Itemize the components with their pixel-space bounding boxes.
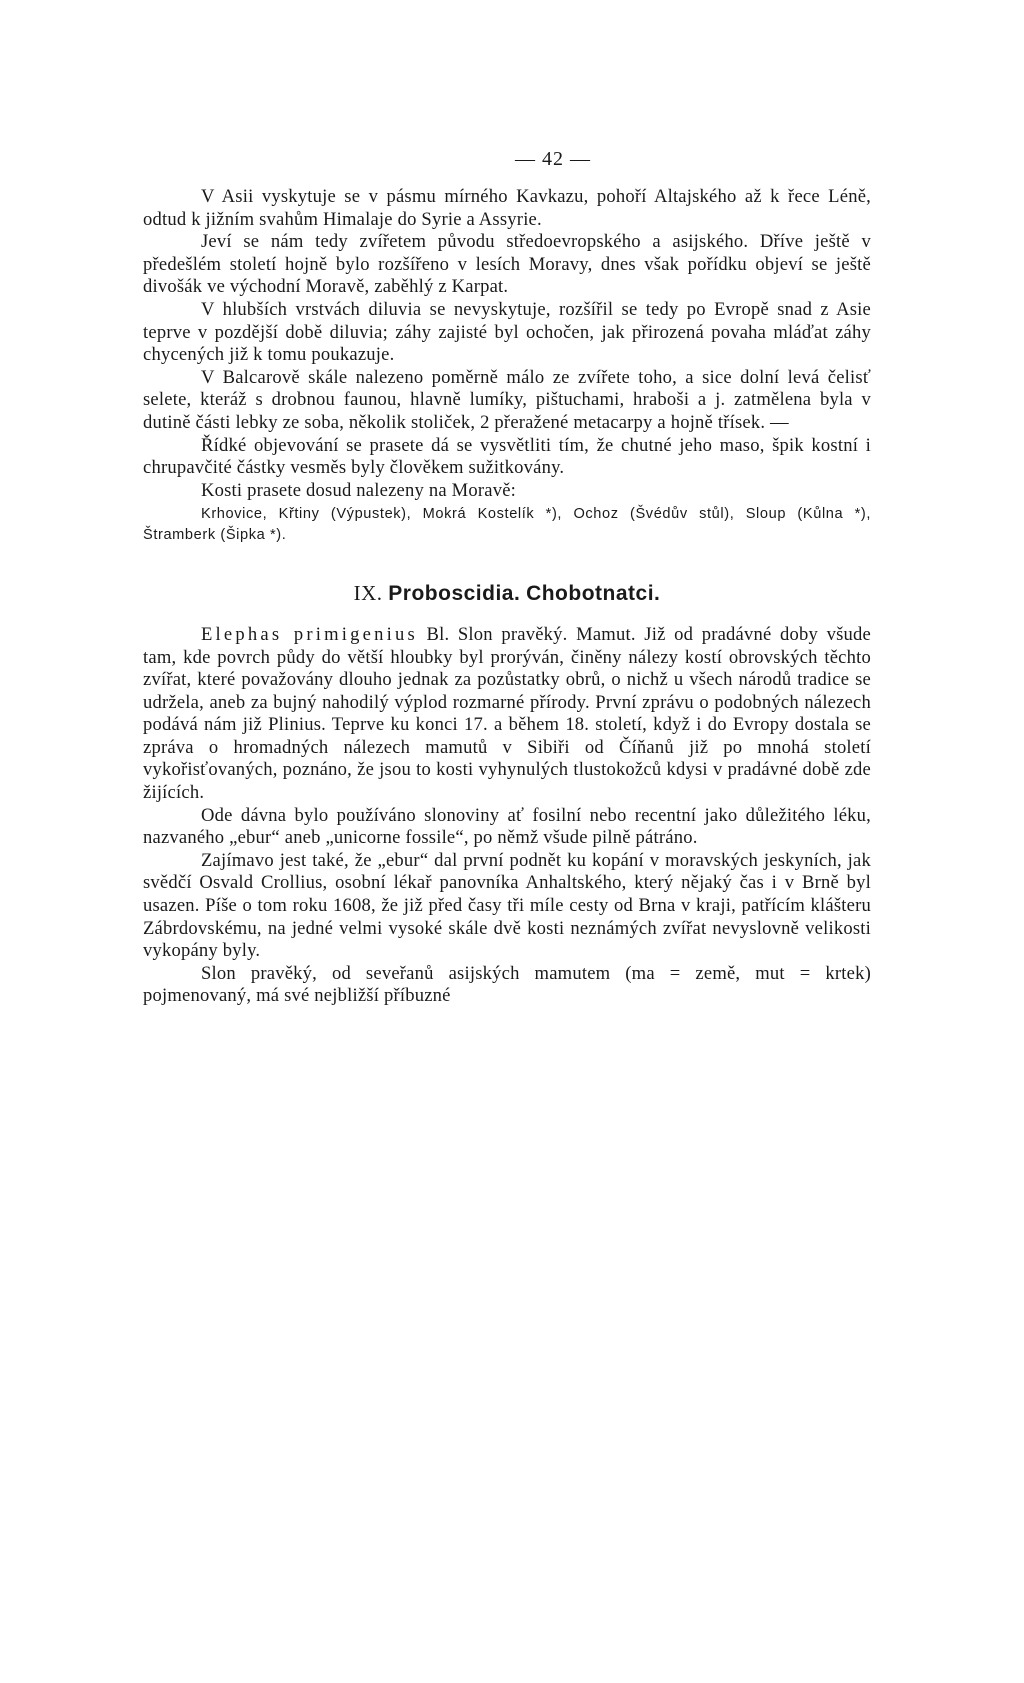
species-name: Elephas primigenius: [201, 623, 418, 645]
paragraph-asia-range: V Asii vyskytuje se v pásmu mírného Kavkazu, pohoří Altajského až k řece Léně, odtud k jižním svahům Himalaje do Syrie a Assyrie.: [143, 186, 871, 230]
section-czech-name: Chobotnatci.: [526, 582, 661, 606]
localities-list: Krhovice, Křtiny (Výpustek), Mokrá Kostelík *), Ochoz (Švédův stůl), Sloup (Kůlna *), Štramberk (Šipka *).: [143, 506, 871, 544]
page-body: [143, 186, 871, 1008]
paragraph-origin: Jeví se nám tedy zvířetem původu středoevropského a asijského. Dříve ještě v předešlém století hojně bylo rozšířeno v lesích Moravy, dnes však pořídku objeví se ještě divošák ve východní Moravě, zaběhlý z Karpat.: [143, 231, 871, 298]
paragraph-elephas: [143, 624, 871, 805]
page-number: — 42 —: [515, 148, 591, 170]
paragraph-elephas-text: Bl. Slon pravěký. Mamut. Již od pradávné doby všude tam, kde povrch půdy do větší hloubky byl prorýván, činěny nálezy kostí obrovských těchto zvířat, které považovány dlouho jednak za pozůstatky obrů, o nichž u všech národů tradice se udržela, aneb za bujný nahodilý výplod rozmarné přírody. První zprávu o podobných nálezech podává nám již Plinius. Teprve ku konci 17. a během 18. století, když i do Evropy dostala se zpráva o hromadných nálezech mamutů v Sibiři od Číňanů již po mnohá století vykořisťovaných, poznáno, že jsou to kosti vyhynulých tlustokožců kdysi v pradávné době zde žijících.: [143, 623, 871, 804]
paragraph-mammoth-name: Slon pravěký, od seveřanů asijských mamutem (ma = země, mut = krtek) pojmenovaný, má své nejbližší příbuzné: [143, 962, 871, 1007]
paragraph-finds-intro: Kosti prasete dosud nalezeny na Moravě:: [201, 479, 517, 501]
paragraph-ivory: Ode dávna bylo používáno slonoviny ať fosilní nebo recentní jako důležitého léku, nazvaného „ebur“ aneb „unicorne fossile“, po němž všude pilně pátráno.: [143, 804, 871, 849]
section-latin-name: Proboscidia.: [388, 582, 521, 606]
paragraph-ebur: Zajímavo jest také, že „ebur“ dal první podnět ku kopání v moravských jeskyních, jak svědčí Osvald Crollius, osobní lékař panovníka Anhaltského, který nějaký čas i v Brně byl usazen. Píše o tom roku 1608, že již před časy tři míle cesty od Brna v kraji, patřícím klášteru Zábrdovskému, na jedné velmi vysoké skále dvě kosti neznámých zvířat nevyslovně velikosti vykopány byly.: [143, 849, 871, 962]
section-number: IX.: [353, 581, 383, 606]
paragraph-balcarova-skala: V Balcarově skále nalezeno poměrně málo ze zvířete toho, a sice dolní levá čelisť selete, kteráž s drobnou faunou, hlavně lumíky, pištuchami, hraboši a j. zatmělena byla v dutině části lebky ze soba, několik stoliček, 2 přeražené metacarpy a hojně třísek. —: [143, 366, 871, 433]
section-heading: [143, 582, 871, 606]
paragraph-diluvium: V hlubších vrstvách diluvia se nevyskytuje, rozšířil se tedy po Evropě snad z Asie teprve v pozdější době diluvia; záhy zajisté byl ochočen, jak přirozená povaha mláďat záhy chycených již k tomu poukazuje.: [143, 298, 871, 366]
paragraph-rare-finds: Řídké objevování se prasete dá se vysvětliti tím, že chutné jeho maso, špik kostní i chrupavčité částky vesměs byly člověkem sužitkovány.: [143, 434, 871, 479]
